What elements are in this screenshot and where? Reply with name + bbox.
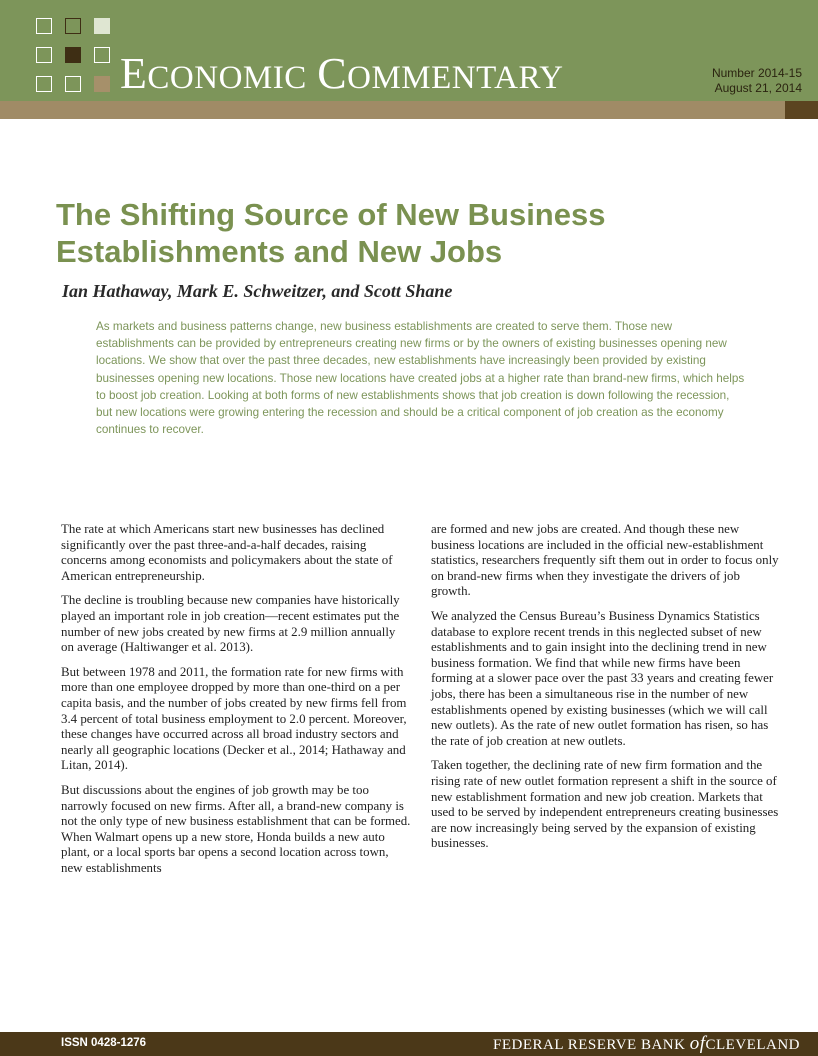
paragraph: We analyzed the Census Bureau’s Business Dynamics Statistics database to explore recent trends in this neglected subset of new establishments and to gain insight into the declining trend in new business formation. We find that while new firms have been forming at a slower pace over the past 33 years and creating fewer jobs, there has been a simultaneous rise in the number of new establishments opened by existing businesses (which we will call new outlets). As the rate of new outlet formation has risen, so has the rate of job creation at new outlets. (431, 608, 774, 748)
publisher-name-left: FEDERAL RESERVE BANK (493, 1037, 686, 1053)
paragraph: But discussions about the engines of job growth may be too narrowly focused on new firms. After all, a brand-new company is not the only type of new business establishment that can be formed. When Walmart opens up a new store, Honda builds a new auto plant, or a local sports bar opens a second location across town, new establishments (61, 782, 411, 875)
paragraph: The rate at which Americans start new businesses has declined significantly over the past three-and-a-half decades, raising concerns among economists and policymakers about the state of American entrepreneurship. (61, 522, 393, 583)
issn-number: ISSN 0428-1276 (61, 1037, 147, 1049)
paragraph: The decline is troubling because new companies have historically played an important role in job creation—recent estimates put the number of new jobs created by new firms at 2.9 million annually on average (Haltiwanger et al. 2013). (61, 593, 400, 655)
masthead-tan-bar (0, 101, 785, 119)
publisher-name-of: of (689, 1033, 706, 1054)
masthead-band (0, 0, 818, 101)
logo-squares-icon (36, 18, 112, 94)
publisher-name-right: CLEVELAND (705, 1037, 800, 1053)
article-authors: Ian Hathaway, Mark E. Schweitzer, and Scott Shane (62, 281, 453, 301)
paragraph: But between 1978 and 2011, the formation rate for new firms with more than one employee dropped by more than one-third on a per capita basis, and the number of jobs created by new firms fell from 3.4 percent of total business employment to 2.0 percent. Moreover, these changes have occurred across all broad industry sectors and nearly all geographic locations (Decker et al., 2014; Hathaway and Litan, 2014). (61, 664, 407, 773)
body-column-left (61, 522, 411, 885)
paragraph: Taken together, the declining rate of new firm formation and the rising rate of new outlet formation represent a shift in the source of new establishment formation and new job creation. Markets that used to be served by independent entrepreneurs creating businesses are now increasingly being served by the expansion of existing businesses. (431, 758, 779, 851)
paragraph: are formed and new jobs are created. And though these new business locations are included in the official new-establishment statistics, researchers frequently sift them out in order to focus only on brand-new firms when they investigate the drivers of job growth. (431, 522, 779, 599)
publication-title: ECONOMIC COMMENTARY (120, 49, 564, 98)
article-title: The Shifting Source of New Business Establishments and New Jobs (56, 197, 606, 269)
article-abstract: As markets and business patterns change, new business establishments are created to serve them. Those new establishments can be provided by entrepreneurs creating new firms or by the owners of existing businesses opening new locations. We show that over the past three decades, new establishments have increasingly been provided by existing businesses opening new locations. Those new locations have created jobs at a higher rate than brand-new firms, which helps to boost job creation. Looking at both forms of new establishments shows that job creation is down following the recession, but new locations were growing entering the recession and should be a critical component of job creation as the economy continues to recover. (96, 320, 745, 437)
issue-date: August 21, 2014 (714, 81, 802, 95)
publisher-name (493, 1033, 800, 1055)
masthead-dark-bar (785, 101, 818, 119)
issue-info (712, 66, 802, 96)
body-column-right (431, 522, 781, 861)
issue-number: Number 2014-15 (711, 66, 802, 80)
